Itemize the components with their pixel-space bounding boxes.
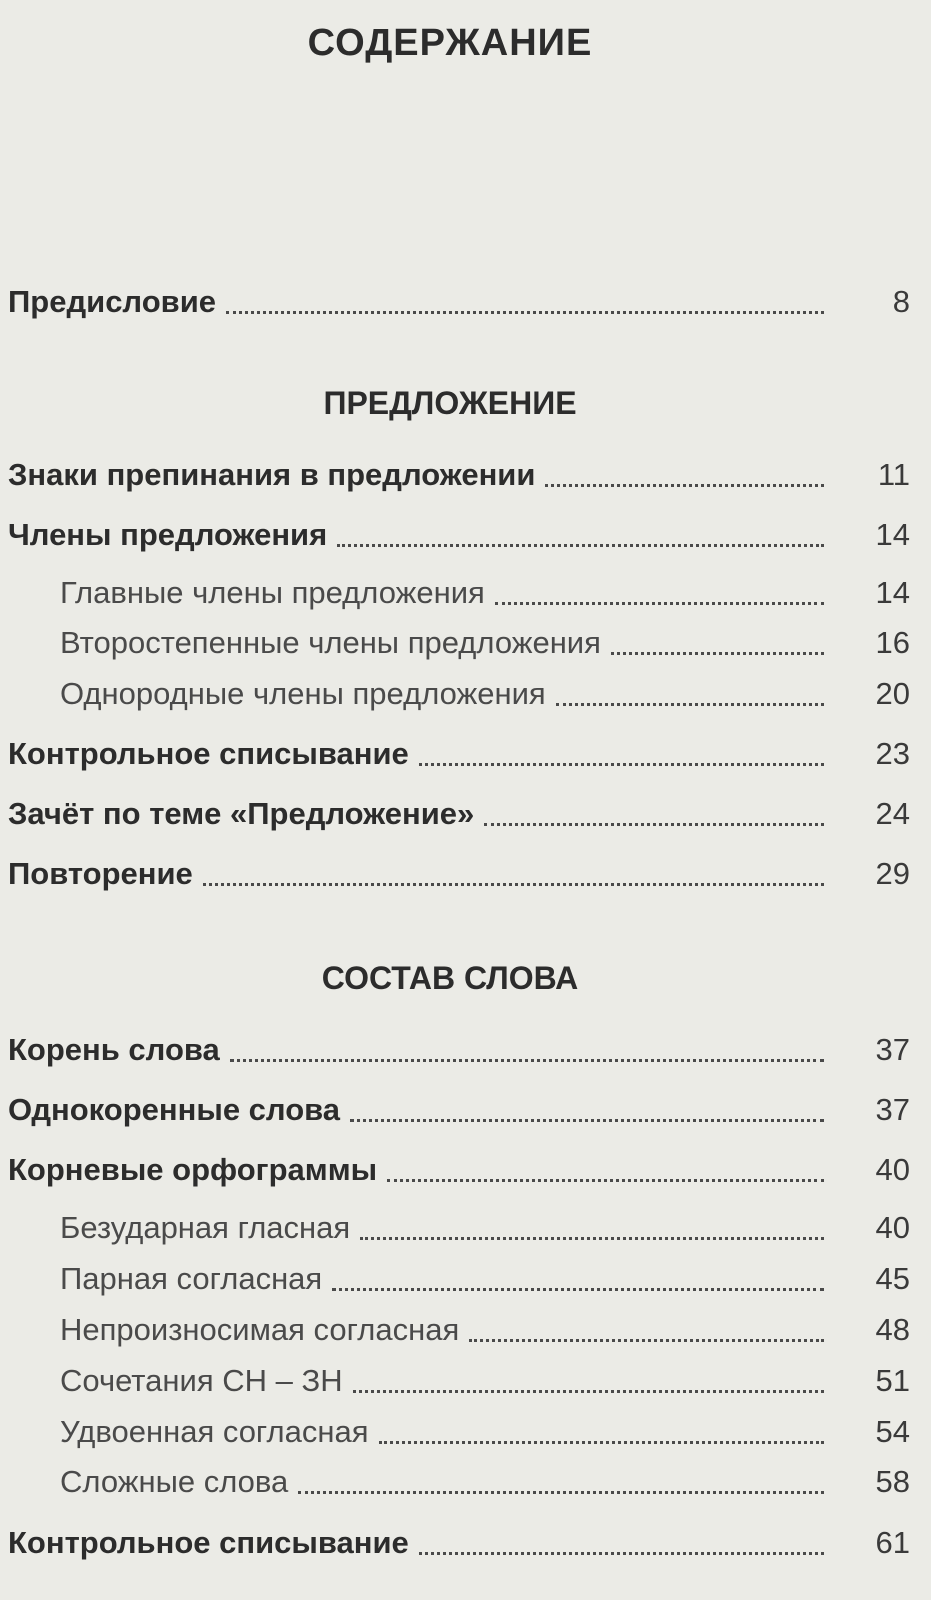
dot-leader xyxy=(353,1390,824,1393)
dot-leader xyxy=(298,1491,824,1494)
dot-leader xyxy=(387,1179,824,1182)
toc-entry-label: Сложные слова xyxy=(60,1464,289,1499)
toc-entry-label: Знаки препинания в предложении xyxy=(8,457,536,492)
dot-leader xyxy=(611,652,824,655)
dot-leader xyxy=(419,1552,824,1555)
toc-entry-label: Однокоренные слова xyxy=(8,1092,341,1127)
toc-subentry[interactable] xyxy=(60,1361,910,1401)
dot-leader xyxy=(556,703,824,706)
toc-subentry[interactable] xyxy=(60,1259,910,1299)
toc-entry-page: 14 xyxy=(875,575,910,610)
toc-entry-page: 40 xyxy=(875,1152,910,1187)
dot-leader xyxy=(226,311,824,314)
toc-entry[interactable] xyxy=(8,1090,910,1130)
toc-subentry[interactable] xyxy=(60,1412,910,1452)
toc-subentry[interactable] xyxy=(60,1310,910,1350)
section-heading: ПРЕДЛОЖЕНИЕ xyxy=(323,385,577,421)
toc-entry-label: Корневые орфограммы xyxy=(8,1152,378,1187)
toc-entry-label: Повторение xyxy=(8,856,193,891)
dot-leader xyxy=(484,823,824,826)
toc-entry-page: 29 xyxy=(875,856,910,891)
toc-entry[interactable] xyxy=(8,1150,910,1190)
toc-entry-page: 20 xyxy=(875,676,910,711)
toc-subentry[interactable] xyxy=(60,1208,910,1248)
toc-subentry[interactable] xyxy=(60,573,910,613)
toc-entry-label: Зачёт по теме «Предложение» xyxy=(8,796,475,831)
toc-entry-label: Члены предложения xyxy=(8,517,328,552)
toc-entry-label: Второстепенные члены предложения xyxy=(60,625,601,660)
toc-entry[interactable] xyxy=(8,1523,910,1563)
toc-entry[interactable] xyxy=(8,1030,910,1070)
toc-entry-page: 14 xyxy=(875,517,910,552)
toc-entry-page: 24 xyxy=(875,796,910,831)
toc-entry-page: 61 xyxy=(875,1525,910,1560)
dot-leader xyxy=(419,763,824,766)
dot-leader xyxy=(337,544,824,547)
toc-entry-page: 45 xyxy=(875,1261,910,1296)
dot-leader xyxy=(350,1119,824,1122)
toc-subentry[interactable] xyxy=(60,623,910,663)
toc-entry-label: Контрольное списывание xyxy=(8,736,409,771)
dot-leader xyxy=(230,1059,824,1062)
toc-entry-label: Безударная гласная xyxy=(60,1210,351,1245)
page-title: СОДЕРЖАНИЕ xyxy=(307,22,593,64)
toc-entry-label: Предисловие xyxy=(8,284,217,319)
toc-entry-label: Контрольное списывание xyxy=(8,1525,409,1560)
section-heading: СОСТАВ СЛОВА xyxy=(321,960,579,996)
toc-entry-label: Корень слова xyxy=(8,1032,220,1067)
dot-leader xyxy=(469,1339,824,1342)
toc-entry-page: 23 xyxy=(875,736,910,771)
toc-entry-page: 37 xyxy=(875,1092,910,1127)
dot-leader xyxy=(495,602,824,605)
toc-entry-label: Удвоенная согласная xyxy=(60,1414,369,1449)
toc-entry-label: Однородные члены предложения xyxy=(60,676,546,711)
toc-entry-page: 8 xyxy=(892,284,910,319)
toc-entry-label: Парная согласная xyxy=(60,1261,323,1296)
toc-entry[interactable] xyxy=(8,455,910,495)
dot-leader xyxy=(332,1288,824,1291)
toc-entry-preface[interactable] xyxy=(8,282,910,322)
dot-leader xyxy=(379,1441,824,1444)
toc-entry-label: Сочетания СН – ЗН xyxy=(60,1363,343,1398)
toc-entry-page: 16 xyxy=(875,625,910,660)
toc-entry-page: 58 xyxy=(875,1464,910,1499)
toc-entry[interactable] xyxy=(8,794,910,834)
toc-subentry[interactable] xyxy=(60,674,910,714)
toc-entry[interactable] xyxy=(8,854,910,894)
toc-entry-page: 48 xyxy=(875,1312,910,1347)
toc-entry[interactable] xyxy=(8,515,910,555)
toc-entry-page: 40 xyxy=(875,1210,910,1245)
dot-leader xyxy=(360,1237,824,1240)
toc-subentry[interactable] xyxy=(60,1462,910,1502)
toc-entry-label: Непроизносимая согласная xyxy=(60,1312,460,1347)
toc-entry-label: Главные члены предложения xyxy=(60,575,485,610)
toc-entry[interactable] xyxy=(8,734,910,774)
toc-entry-page: 54 xyxy=(875,1414,910,1449)
dot-leader xyxy=(545,484,824,487)
toc-entry-page: 37 xyxy=(875,1032,910,1067)
toc-entry-page: 51 xyxy=(875,1363,910,1398)
toc-entry-page: 11 xyxy=(877,457,910,492)
dot-leader xyxy=(203,883,824,886)
